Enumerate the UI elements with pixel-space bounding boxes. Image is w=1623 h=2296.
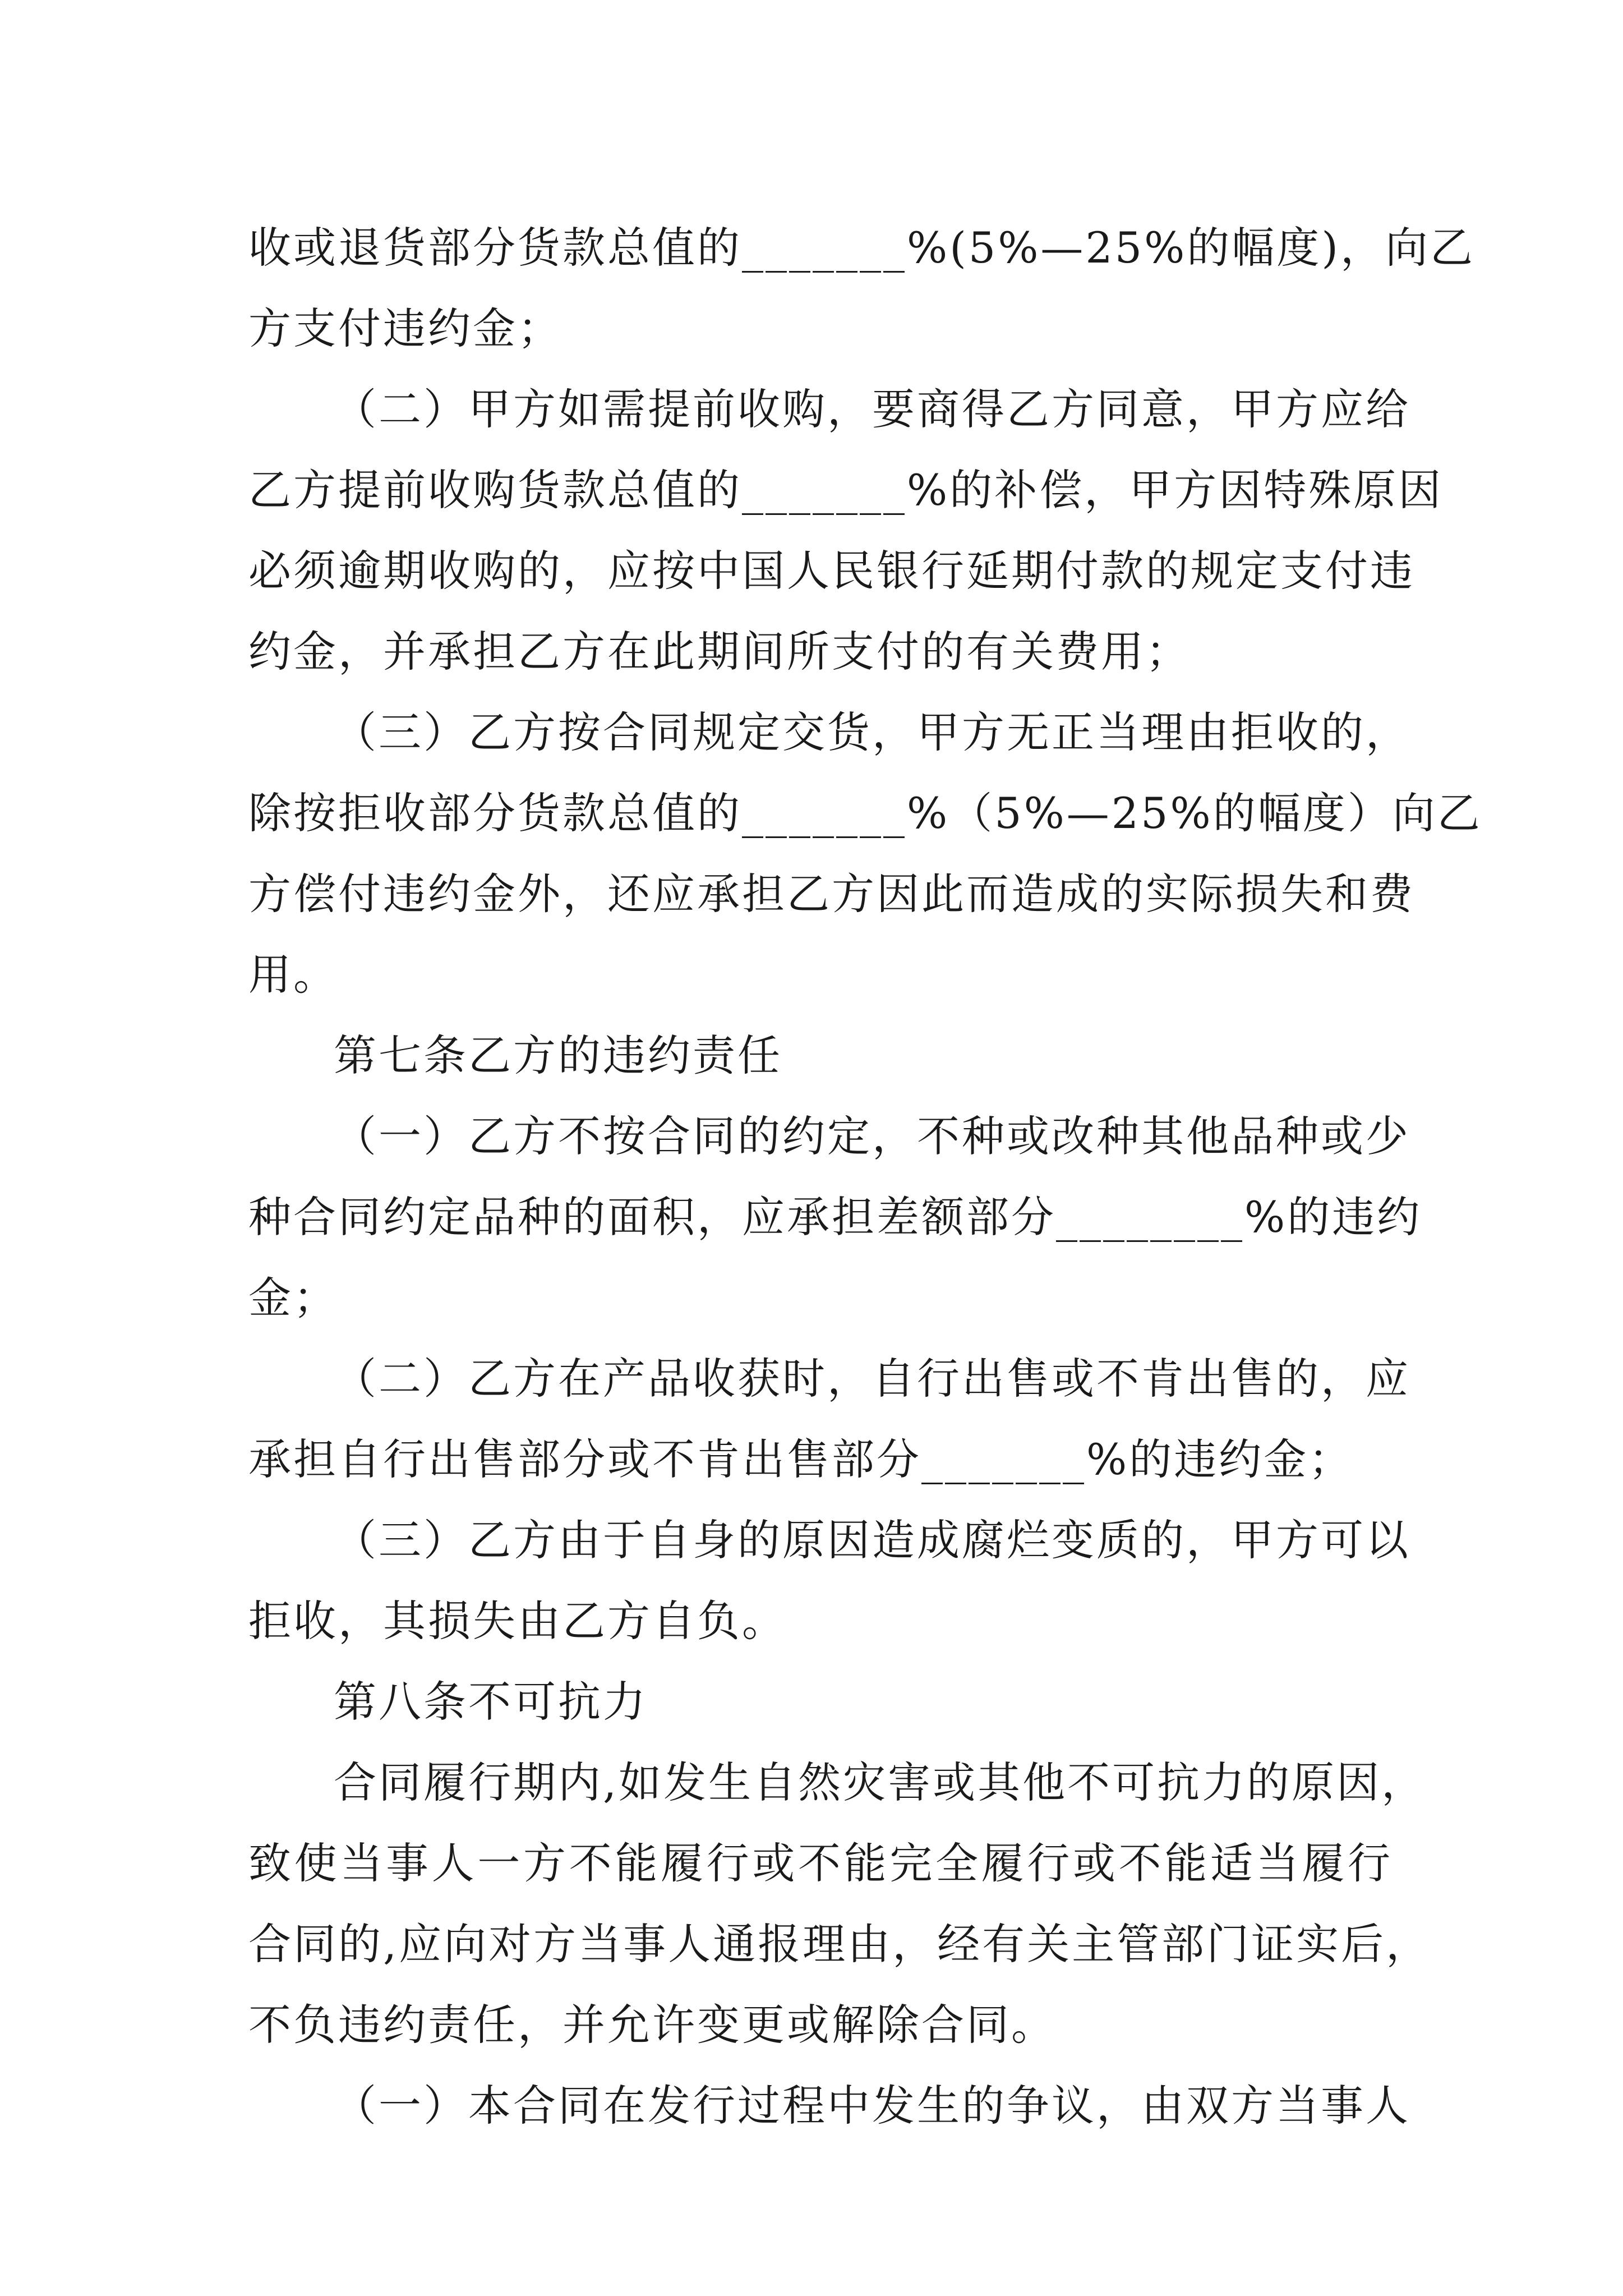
document-line: 第八条不可抗力 xyxy=(334,1677,648,1727)
document-body xyxy=(248,208,1482,2146)
document-line: 收或退货部分货款总值的_______%(5%—25%的幅度)，向乙 xyxy=(248,223,1476,273)
document-line: （三）乙方由于自身的原因造成腐烂变质的，甲方可以 xyxy=(334,1515,1410,1565)
document-line: 合同的,应向对方当事人通报理由，经有关主管部门证实后， xyxy=(248,1919,1431,1969)
document-line: （二）甲方如需提前收购，要商得乙方同意，甲方应给 xyxy=(334,384,1410,434)
document-line: 必须逾期收购的，应按中国人民银行延期付款的规定支付违 xyxy=(248,546,1415,596)
document-line: 除按拒收部分货款总值的_______%（5%—25%的幅度）向乙 xyxy=(248,788,1482,838)
document-line: （一）乙方不按合同的约定，不种或改种其他品种或少 xyxy=(334,1111,1410,1161)
document-line: 种合同约定品种的面积，应承担差额部分________%的违约 xyxy=(248,1192,1422,1242)
document-line: （一）本合同在发行过程中发生的争议，由双方当事人 xyxy=(334,2081,1410,2131)
document-line: 约金，并承担乙方在此期间所支付的有关费用； xyxy=(248,627,1191,677)
document-line: 不负违约责任，并允许变更或解除合同。 xyxy=(248,2000,1056,2050)
document-line: 用。 xyxy=(248,950,338,1000)
document-line: 方支付违约金； xyxy=(248,303,562,353)
document-line: 合同履行期内,如发生自然灾害或其他不可抗力的原因， xyxy=(334,1757,1427,1807)
document-line: 金； xyxy=(248,1273,338,1323)
document-line: （三）乙方按合同规定交货，甲方无正当理由拒收的， xyxy=(334,707,1410,757)
document-line: （二）乙方在产品收获时，自行出售或不肯出售的，应 xyxy=(334,1354,1410,1404)
document-line: 第七条乙方的违约责任 xyxy=(334,1030,782,1080)
document-line: 乙方提前收购货款总值的_______%的补偿，甲方因特殊原因 xyxy=(248,465,1444,515)
document-line: 拒收，其损失由乙方自负。 xyxy=(248,1596,787,1646)
document-line: 承担自行出售部分或不肯出售部分_______%的违约金； xyxy=(248,1434,1354,1484)
document-line: 方偿付违约金外，还应承担乙方因此而造成的实际损失和费 xyxy=(248,869,1415,919)
document-line: 致使当事人一方不能履行或不能完全履行或不能适当履行 xyxy=(248,1838,1393,1888)
